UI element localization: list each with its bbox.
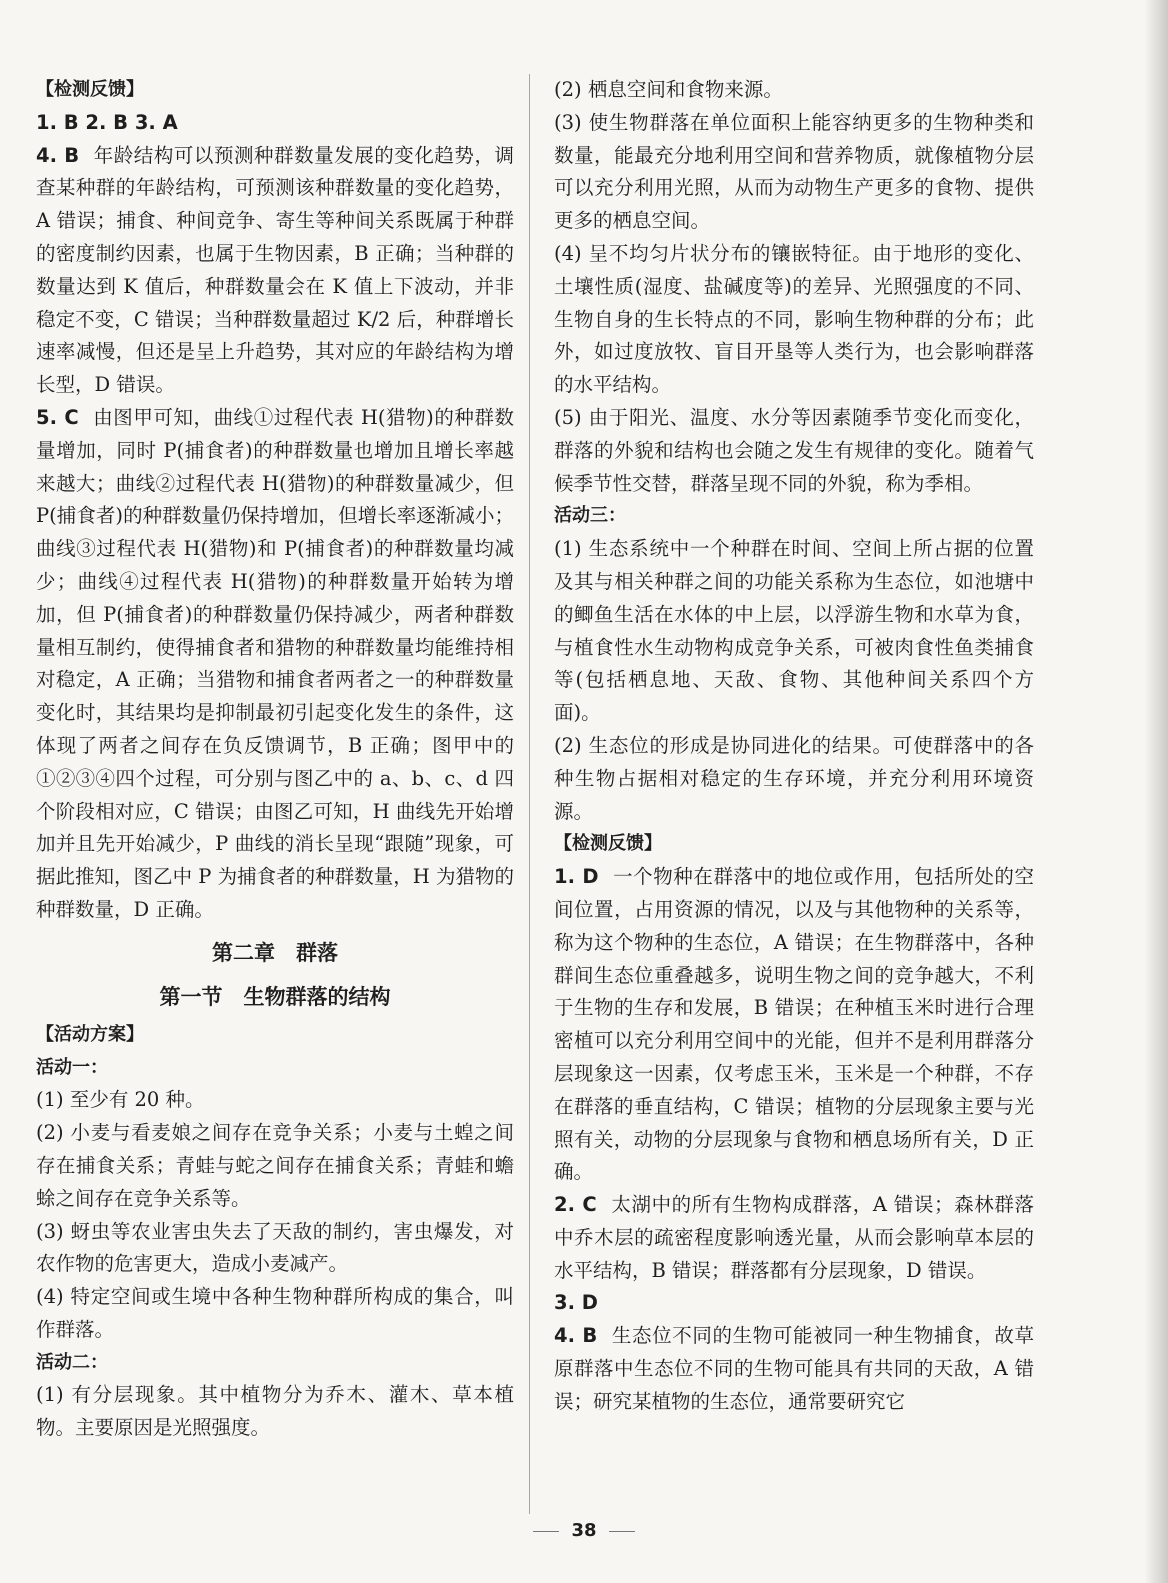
- activity2-item: (3) 使生物群落在单位面积上能容纳更多的生物种类和数量，能最充分地利用空间和营养物质，就像植物分层可以充分利用光照，从而为动物生产更多的食物、提供更多的栖息空间。: [554, 110, 1034, 233]
- column-divider: [529, 74, 530, 1514]
- right-column: [554, 74, 1034, 1419]
- activity1-item: (2) 小麦与看麦娘之间存在竞争关系；小麦与土蝗之间存在捕食关系；青蛙与蛇之间存在捕食关系；青蛙和蟾蜍之间存在竞争关系等。: [36, 1121, 514, 1210]
- answer-number: 5. C: [36, 405, 79, 429]
- activity2-item: (2) 栖息空间和食物来源。: [554, 78, 783, 101]
- answer-number: 2. C: [554, 1193, 597, 1217]
- activity2-heading: 活动二：: [36, 1351, 108, 1373]
- answer-text: 太湖中的所有生物构成群落，A 错误；森林群落中乔木层的疏密程度影响透光量，从而会影响草本层的水平结构，B 错误；群落都有分层现象，D 错误。: [554, 1193, 1035, 1282]
- activity3-item: (2) 生态位的形成是协同进化的结果。可使群落中的各种生物占据相对稳定的生存环境，并充分利用环境资源。: [554, 733, 1034, 823]
- answer-item: [36, 140, 514, 402]
- activity1-heading: 活动一：: [36, 1056, 108, 1078]
- answer-number: 1. D: [554, 865, 599, 889]
- answer-number: 4. B: [554, 1324, 598, 1348]
- page-edge-shadow: [1144, 0, 1168, 1583]
- answers-line: 1. B 2. B 3. A: [36, 110, 178, 134]
- answer-item: [36, 402, 514, 927]
- activity1-item: (1) 至少有 20 种。: [36, 1088, 205, 1112]
- chapter-title: 第二章 群落: [212, 940, 338, 965]
- activity1-item: (3) 蚜虫等农业害虫失去了天敌的制约，害虫爆发，对农作物的危害更大，造成小麦减产。: [36, 1219, 514, 1276]
- answer-item: [554, 861, 1034, 1189]
- answer-item: [554, 1287, 1034, 1320]
- activity2-item: (5) 由于阳光、温度、水分等因素随季节变化而变化，群落的外貌和结构也会随之发生有规律的变化。随着气候季节性交替，群落呈现不同的外貌，称为季相。: [554, 405, 1034, 495]
- page-number-dash-left: [533, 1531, 559, 1532]
- page-number: [0, 1520, 1168, 1541]
- activity2-item: (4) 呈不均匀片状分布的镶嵌特征。由于地形的变化、土壤性质(湿度、盐碱度等)的差异、光照强度的不同、生物自身的生长特点的不同，影响生物种群的分布；此外，如过度放牧、盲目开垦等人类行为，也会影响群落的水平结构。: [554, 241, 1034, 397]
- page-number-value: 38: [571, 1520, 597, 1541]
- answer-text: 生态位不同的生物可能被同一种生物捕食，故草原群落中生态位不同的生物可能具有共同的天敌，A 错误；研究某植物的生态位，通常要研究它: [554, 1324, 1034, 1413]
- activity1-item: (4) 特定空间或生境中各种生物种群所构成的集合，叫作群落。: [36, 1285, 514, 1341]
- answer-text: 一个物种在群落中的地位或作用，包括所处的空间位置，占用资源的情况，以及与其他物种的关系等，称为这个物种的生态位，A 错误；在生物群落中，各种群间生态位重叠越多，说明生物之间的竞争越大，不利于生物的生存和发展，B 错误；在种植玉米时进行合理密植可以充分利用空间中的光能，但并不是利用群落分层现象这一因素，仅考虑玉米，玉米是一个种群，不存在群落的垂直结构，C 错误；植物的分层现象主要与光照有关，动物的分层现象与食物和栖息场所有关，D 正确。: [554, 865, 1034, 1184]
- activity-plan-heading: 【活动方案】: [36, 1023, 144, 1045]
- answer-item: [554, 1320, 1034, 1418]
- answer-number: 3. D: [554, 1291, 598, 1315]
- answer-text: 年龄结构可以预测种群数量发展的变化趋势，调查某种群的年龄结构，可预测该种群数量的变化趋势，A 错误；捕食、种间竞争、寄生等种间关系既属于种群的密度制约因素，也属于生物因素，B 正确；当种群的数量达到 K 值后，种群数量会在 K 值上下波动，并非稳定不变，C 错误；当种群数量超过 K/2 后，种群增长速率减慢，但还是呈上升趋势，其对应的年龄结构为增长型，D 错误。: [36, 143, 514, 397]
- page-number-dash-right: [609, 1531, 635, 1532]
- feedback-heading: 【检测反馈】: [36, 79, 144, 100]
- answer-text: 由图甲可知，曲线①过程代表 H(猎物)的种群数量增加，同时 P(捕食者)的种群数量也增加且增长率越来越大；曲线②过程代表 H(猎物)的种群数量减少，但 P(捕食者)的种群数量仍保持增加，但增长率逐渐减小；曲线③过程代表 H(猎物)和 P(捕食者)的种群数量均减少；曲线④过程代表 H(猎物)的种群数量开始转为增加，但 P(捕食者)的种群数量仍保持减少，两者种群数量相互制约，使得捕食者和猎物的种群数量均能维持相对稳定，A 正确；当猎物和捕食者两者之一的种群数量变化时，其结果均是抑制最初引起变化发生的条件，这体现了两者之间存在负反馈调节，B 正确；图甲中的①②③④四个过程，可分别与图乙中的 a、b、c、d 四个阶段相对应，C 错误；由图乙可知，H 曲线先开始增加并且先开始减少，P 曲线的消长呈现“跟随”现象，可据此推知，图乙中 P 为捕食者的种群数量，H 为猎物的种群数量，D 正确。: [36, 405, 515, 921]
- section-title: 第一节 生物群落的结构: [159, 984, 391, 1009]
- answer-number: 4. B: [36, 143, 80, 167]
- left-column: [36, 74, 514, 1445]
- activity3-item: (1) 生态系统中一个种群在时间、空间上所占据的位置及其与相关种群之间的功能关系称为生态位，如池塘中的鲫鱼生活在水体的中上层，以浮游生物和水草为食，与植食性水生动物构成竞争关系，可被肉食性鱼类捕食等(包括栖息地、天敌、食物、其他种间关系四个方面)。: [554, 537, 1034, 725]
- answer-item: [554, 1189, 1034, 1287]
- activity3-heading: 活动三：: [554, 505, 626, 527]
- feedback-heading: 【检测反馈】: [554, 833, 662, 855]
- activity2-item: (1) 有分层现象。其中植物分为乔木、灌木、草本植物。主要原因是光照强度。: [36, 1383, 514, 1440]
